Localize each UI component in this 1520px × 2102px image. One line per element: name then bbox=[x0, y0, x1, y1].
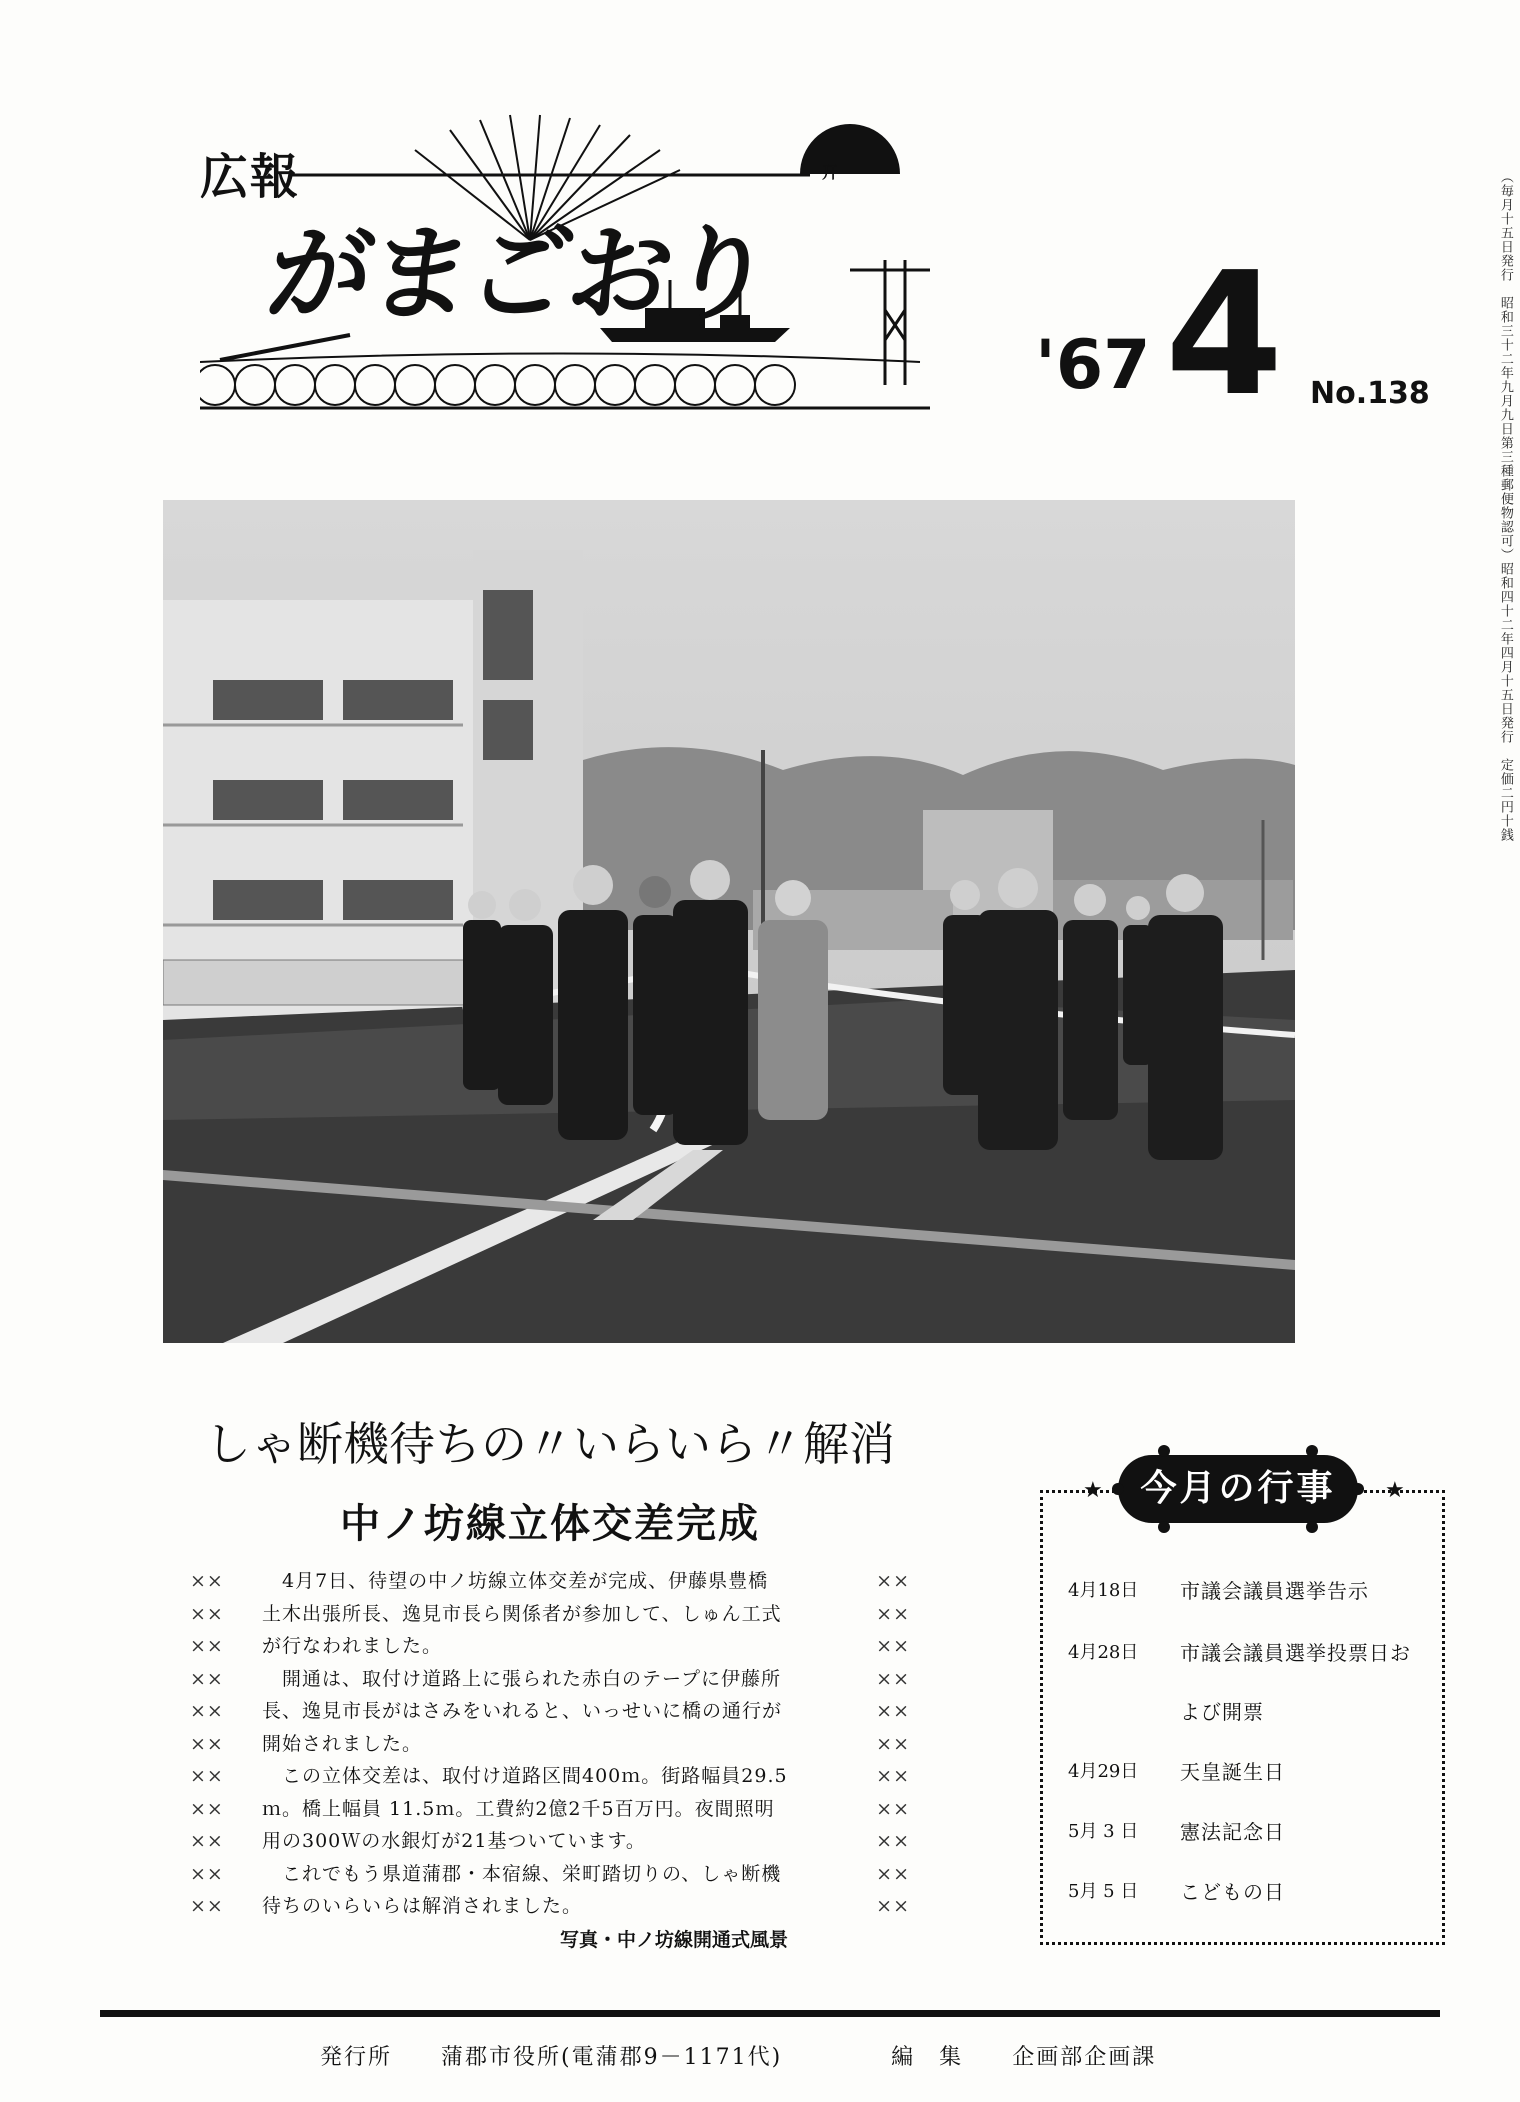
photo-illustration bbox=[163, 500, 1295, 1343]
events-title-text: 今月の行事 bbox=[1140, 1468, 1336, 1509]
events-title bbox=[1118, 1455, 1358, 1523]
article-line-text: 開始されました。 bbox=[262, 1732, 423, 1755]
article-line bbox=[190, 1663, 910, 1696]
article-line-text: 待ちのいらいらは解消されました。 bbox=[262, 1895, 583, 1917]
decoration-right: ×× bbox=[876, 1635, 910, 1657]
decoration-right: ×× bbox=[876, 1895, 910, 1917]
badge-dot-icon bbox=[1306, 1521, 1318, 1533]
article-line bbox=[190, 1760, 910, 1793]
headline-main: しゃ断機待ちの〃いらいら〃解消 bbox=[205, 1417, 895, 1471]
decoration-left: ×× bbox=[190, 1570, 224, 1592]
event-date: 4月28日 bbox=[1068, 1642, 1139, 1663]
event-date: 5月 5 日 bbox=[1068, 1881, 1139, 1902]
badge-dot-icon bbox=[1158, 1445, 1170, 1457]
masthead-title: がまごおり bbox=[260, 213, 778, 335]
event-text: 天皇誕生日 bbox=[1180, 1760, 1285, 1784]
decoration-left: ×× bbox=[190, 1765, 224, 1787]
decoration-right: ×× bbox=[876, 1862, 910, 1885]
event-date: 4月18日 bbox=[1068, 1580, 1139, 1601]
badge-dot-icon bbox=[1306, 1445, 1318, 1457]
article-line-text: 用の300Ｗの水銀灯が21基ついています。 bbox=[262, 1830, 646, 1852]
article-line bbox=[190, 1890, 910, 1923]
decoration-right: ×× bbox=[876, 1797, 910, 1820]
event-text: 憲法記念日 bbox=[1180, 1820, 1285, 1844]
event-date: 5月 3 日 bbox=[1068, 1821, 1139, 1842]
publisher: 蒲郡市役所(電蒲郡9－1171代) bbox=[441, 2045, 783, 2070]
photo-caption: 写真・中ノ坊線開通式風景 bbox=[560, 1929, 789, 1951]
event-text: よび開票 bbox=[1180, 1700, 1264, 1724]
article-line bbox=[190, 1793, 910, 1826]
badge-dot-icon bbox=[1112, 1483, 1124, 1495]
article-line bbox=[190, 1728, 910, 1761]
decoration-left: ×× bbox=[190, 1830, 224, 1852]
star-icon: ★ bbox=[1385, 1478, 1405, 1503]
event-date: 4月29日 bbox=[1068, 1761, 1139, 1782]
decoration-left: ×× bbox=[190, 1862, 224, 1885]
masthead-label: 広報 bbox=[200, 149, 301, 205]
decoration-left: ×× bbox=[190, 1635, 224, 1657]
ribbon-cutting-photo bbox=[163, 500, 1295, 1343]
decoration-right: ×× bbox=[876, 1830, 910, 1852]
badge-dot-icon bbox=[1352, 1483, 1364, 1495]
article-line-text: 開通は、取付け道路上に張られた赤白のテープに伊藤所 bbox=[262, 1667, 782, 1690]
article-line-text: 土木出張所長、逸見市長ら関係者が参加して、しゅん工式 bbox=[262, 1602, 782, 1625]
publisher-label: 発行所 bbox=[320, 2045, 393, 2070]
event-text: 市議会議員選挙告示 bbox=[1180, 1579, 1369, 1603]
editor: 企画部企画課 bbox=[1012, 2045, 1157, 2070]
article-line bbox=[190, 1565, 910, 1598]
article-line bbox=[190, 1695, 910, 1728]
decoration-left: ×× bbox=[190, 1895, 224, 1917]
decoration-right: ×× bbox=[876, 1570, 910, 1592]
decoration-left: ×× bbox=[190, 1700, 224, 1722]
footer-rule bbox=[100, 2010, 1440, 2017]
event-text: こどもの日 bbox=[1180, 1880, 1285, 1904]
article-line-text: この立体交差は、取付け道路区間400ｍ。街路幅員29.5 bbox=[262, 1765, 788, 1787]
decoration-left: ×× bbox=[190, 1797, 224, 1820]
masthead bbox=[200, 110, 930, 410]
article-line bbox=[190, 1630, 910, 1663]
article-line-text: が行なわれました。 bbox=[262, 1635, 443, 1657]
decoration-right: ×× bbox=[876, 1765, 910, 1787]
headline-sub: 中ノ坊線立体交差完成 bbox=[340, 1501, 760, 1547]
article-line bbox=[190, 1825, 910, 1858]
article-line-text: 4月7日、待望の中ノ坊線立体交差が完成、伊藤県豊橋 bbox=[262, 1570, 769, 1592]
decoration-left: ×× bbox=[190, 1602, 224, 1625]
article-line bbox=[190, 1598, 910, 1631]
decoration-right: ×× bbox=[876, 1602, 910, 1625]
decoration-right: ×× bbox=[876, 1700, 910, 1722]
decoration-right: ×× bbox=[876, 1667, 910, 1690]
article-line bbox=[190, 1858, 910, 1891]
issue-month: 4 bbox=[1165, 236, 1284, 434]
decoration-right: ×× bbox=[876, 1732, 910, 1755]
decoration-left: ×× bbox=[190, 1667, 224, 1690]
badge-dot-icon bbox=[1158, 1521, 1170, 1533]
postal-note: （毎月十五日発行 昭和三十二年九月九日第三種郵便物認可）昭和四十二年四月十五日発行 定価二円十銭 bbox=[1497, 170, 1513, 842]
event-text: 市議会議員選挙投票日お bbox=[1180, 1641, 1411, 1665]
editor-label: 編 集 bbox=[891, 2045, 964, 2070]
issue-year: '67 bbox=[1035, 326, 1151, 405]
decoration-left: ×× bbox=[190, 1732, 224, 1755]
issue-number: No.138 bbox=[1310, 376, 1430, 411]
star-icon: ★ bbox=[1083, 1478, 1103, 1503]
article-line-text: これでもう県道蒲郡・本宿線、栄町踏切りの、しゃ断機 bbox=[262, 1862, 782, 1885]
article-line-text: 長、逸見市長がはさみをいれると、いっせいに橋の通行が bbox=[262, 1700, 783, 1722]
masthead-seal: 幵 bbox=[822, 163, 839, 182]
footer bbox=[320, 2040, 1196, 2071]
article-body bbox=[190, 1565, 910, 1923]
article-line-text: ｍ。橋上幅員 11.5ｍ。工費約2億2千5百万円。夜間照明 bbox=[262, 1797, 775, 1820]
